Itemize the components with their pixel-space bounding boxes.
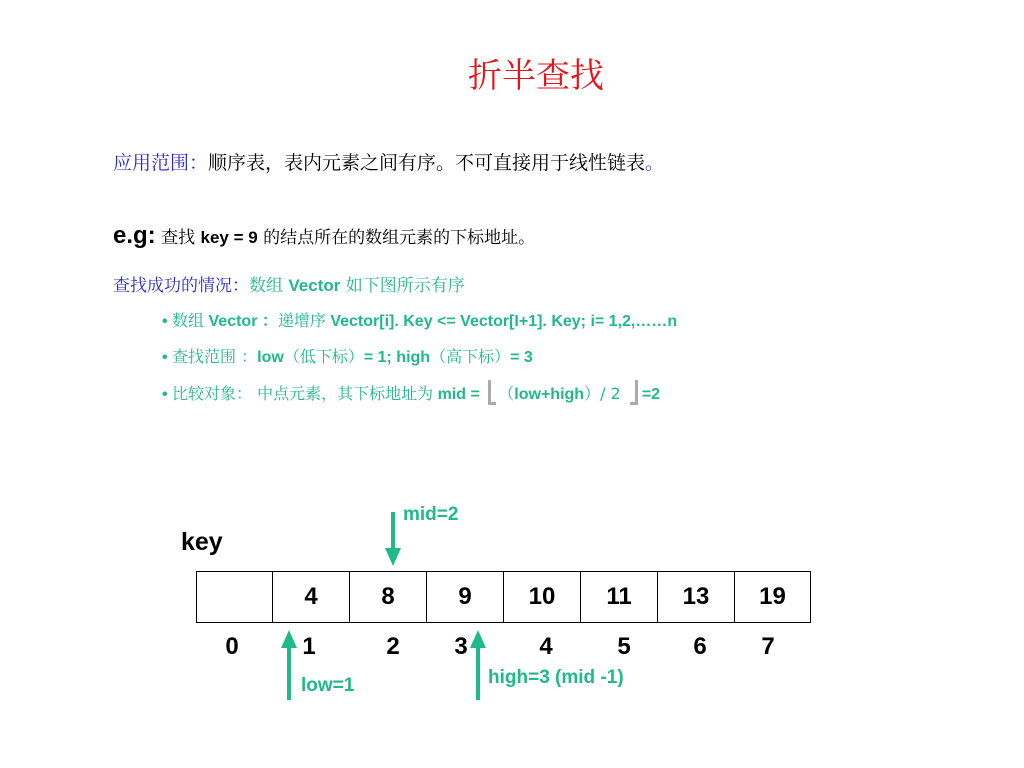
scope-end: 。 bbox=[645, 152, 665, 174]
bullet-text: 比较对象： 中点元素，其下标地址为 bbox=[172, 384, 434, 403]
bullet-text: 数组 bbox=[172, 311, 205, 330]
bullet-text: = 3 bbox=[510, 349, 533, 366]
mid-arrow-icon bbox=[385, 512, 401, 566]
bullet-text: Vector[i]. Key <= Vector[I+1]. Key; i= 1,2,……n bbox=[325, 313, 678, 330]
low-label: low=1 bbox=[301, 675, 355, 696]
array-cell: 10 bbox=[504, 572, 581, 623]
bullet-text: （ bbox=[498, 384, 515, 403]
bullet-dot: • bbox=[162, 349, 173, 366]
bullet-text: low bbox=[257, 349, 284, 366]
bullet-text: low+high bbox=[514, 386, 585, 403]
scope-text: 顺序表，表内元素之间有序。不可直接用于线性链表 bbox=[208, 152, 646, 174]
high-arrow-icon bbox=[470, 630, 486, 700]
array-cell: 19 bbox=[735, 572, 811, 623]
bullet-text: 递增序 bbox=[277, 311, 326, 330]
bullet-text: ）/ 2 bbox=[584, 384, 626, 403]
bullet-text: = 1; high bbox=[363, 349, 431, 366]
key-label: key bbox=[181, 528, 223, 556]
scope-label: 应用范围： bbox=[113, 152, 209, 174]
index-label: 0 bbox=[225, 633, 239, 660]
index-label: 6 bbox=[693, 633, 707, 660]
success-desc-1: 数组 bbox=[249, 276, 283, 296]
success-label: 查找成功的情况： bbox=[113, 276, 249, 296]
array-cell: 8 bbox=[350, 572, 427, 623]
bullet-text: 查找范围 ： bbox=[172, 347, 258, 366]
success-desc-3: 如下图所示有序 bbox=[345, 276, 465, 296]
example-key-expr: key = 9 bbox=[200, 228, 258, 247]
bullet-dot: • bbox=[162, 313, 173, 330]
index-label: 5 bbox=[617, 633, 631, 660]
index-label: 3 bbox=[454, 633, 468, 660]
page-title: 折半查找 bbox=[468, 56, 604, 96]
mid-label: mid=2 bbox=[403, 504, 459, 525]
array-cell: 13 bbox=[658, 572, 735, 623]
index-label: 1 bbox=[302, 633, 316, 660]
success-desc-2: Vector bbox=[288, 276, 341, 295]
bullet-text: （高下标） bbox=[430, 347, 511, 366]
bullet-text: Vector ： bbox=[204, 313, 278, 330]
bullet-text: （低下标） bbox=[283, 347, 364, 366]
high-label: high=3 (mid -1) bbox=[488, 667, 624, 688]
index-label: 2 bbox=[386, 633, 400, 660]
example-text-2: 的结点所在的数组元素的下标地址。 bbox=[263, 228, 536, 248]
bullet-dot: • bbox=[162, 386, 173, 403]
low-arrow-icon bbox=[281, 630, 297, 700]
array-cell: 11 bbox=[581, 572, 658, 623]
array-cell: 9 bbox=[427, 572, 504, 623]
bullet-text: =2 bbox=[641, 386, 661, 403]
bullet-text: mid = bbox=[433, 386, 485, 403]
index-label: 4 bbox=[539, 633, 553, 660]
index-label: 7 bbox=[761, 633, 775, 660]
array-cell: 4 bbox=[273, 572, 350, 623]
example-prefix: e.g: bbox=[113, 222, 156, 249]
example-text-1: 查找 bbox=[161, 228, 196, 248]
